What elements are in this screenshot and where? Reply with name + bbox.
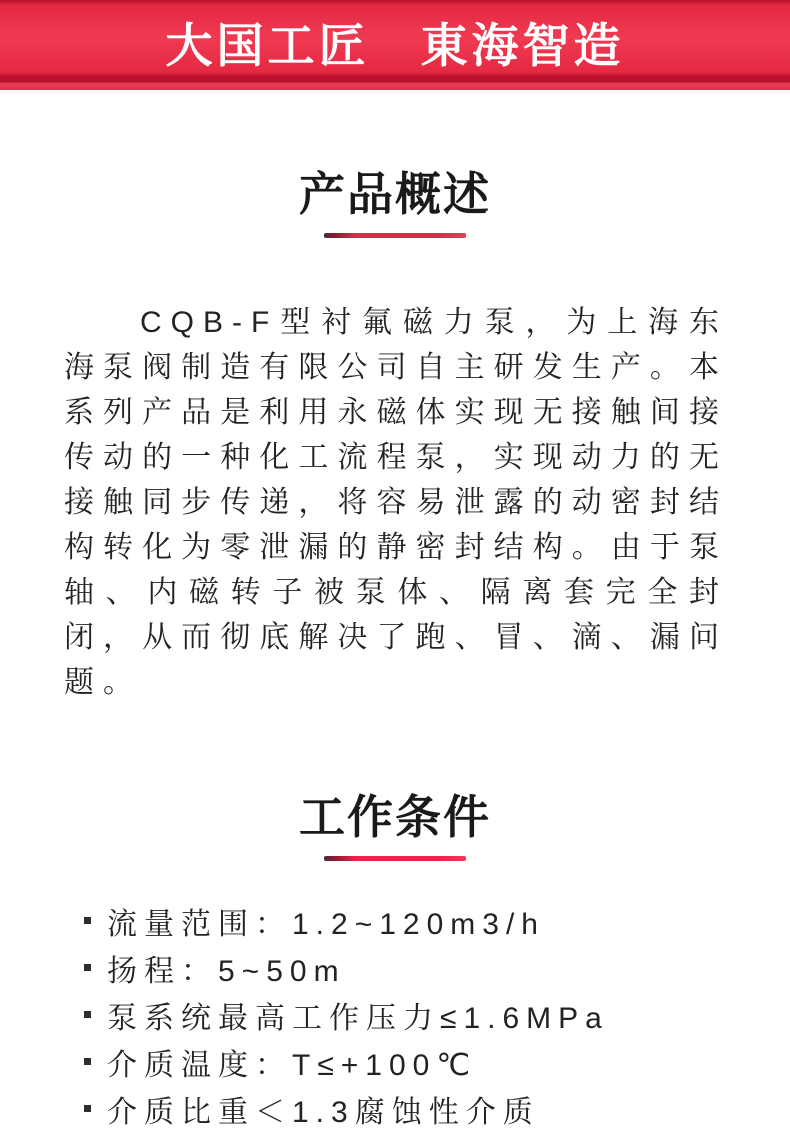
condition-text: 扬程：5~50m <box>107 954 346 988</box>
overview-paragraph: CQB-F型衬氟磁力泵，为上海东海泵阀制造有限公司自主研发生产。本系列产品是利用永磁体实现无接触间接传动的一种化工流程泵，实现动力的无接触同步传递，将容易泄露的动密封结构转化为零泄漏的静密封结构。由于泵轴、内磁转子被泵体、隔离套完全封闭，从而彻底解决了跑、冒、滴、漏问题。 <box>64 306 728 699</box>
top-banner <box>0 0 790 90</box>
conditions-title-underline <box>324 856 466 861</box>
condition-item-medium-gravity <box>84 1085 750 1132</box>
overview-section-title: 产品概述 <box>299 168 491 220</box>
condition-text: 介质比重＜1.3腐蚀性介质 <box>107 1095 540 1129</box>
working-conditions-section <box>0 791 790 1132</box>
condition-text: 流量范围：1.2~120m3/h <box>107 907 545 941</box>
bullet-dot-icon <box>84 1011 91 1018</box>
conditions-section-title: 工作条件 <box>299 791 491 843</box>
bullet-dot-icon <box>84 1058 91 1065</box>
condition-item-max-pressure <box>84 991 750 1038</box>
condition-text: 泵系统最高工作压力≤1.6MPa <box>107 1001 609 1035</box>
condition-text: 介质温度：T≤+100℃ <box>107 1048 478 1082</box>
bullet-dot-icon <box>84 964 91 971</box>
overview-title-underline <box>324 233 466 238</box>
bullet-dot-icon <box>84 1105 91 1112</box>
condition-item-flow-range <box>84 897 750 944</box>
overview-section <box>0 168 790 705</box>
condition-item-head <box>84 944 750 991</box>
banner-title: 大国工匠 東海智造 <box>165 18 625 72</box>
condition-item-medium-temperature <box>84 1038 750 1085</box>
bullet-dot-icon <box>84 917 91 924</box>
conditions-list <box>84 897 750 1132</box>
